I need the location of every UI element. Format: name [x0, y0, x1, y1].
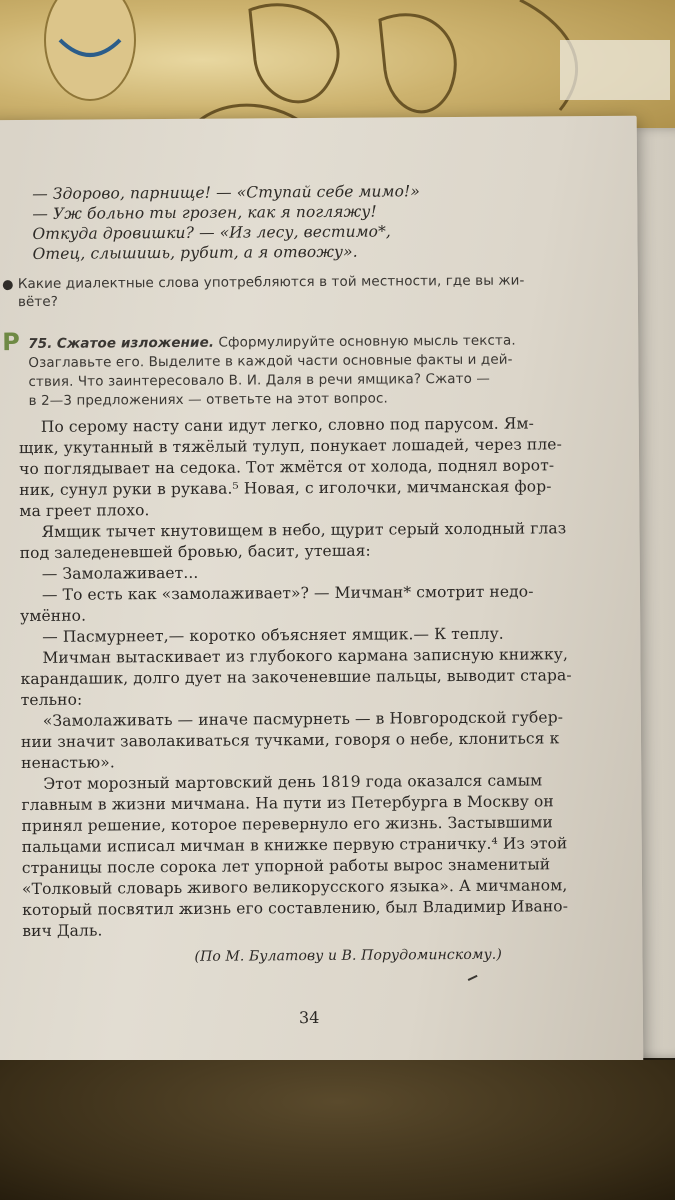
body-line: под заледеневшей бровью, басит, утешая:	[19, 541, 371, 563]
body-line: ник, сунул руки в рукава.⁵ Новая, с иголочки, мичманская фор-	[19, 477, 552, 500]
pencil-tick-icon	[468, 975, 478, 981]
task-number: 75.	[28, 335, 53, 352]
task-line: Озаглавьте его. Выделите в каждой части основные факты и дей-	[28, 351, 513, 371]
question-line: Какие диалектные слова употребляются в той местности, где вы жи-	[17, 272, 525, 293]
task-marker-r: Р	[2, 328, 20, 357]
task-line1-rest: Сформулируйте основную мысль текста.	[218, 332, 516, 351]
body-line: нии значит заволакиваться тучками, говоря о небе, клониться к	[20, 729, 560, 752]
body-line: Ямщик тычет кнутовищем в небо, щурит серый холодный глаз	[41, 519, 567, 541]
body-line: главным в жизни мичмана. На пути из Петербурга в Москву он	[21, 792, 554, 815]
body-line: который посвятил жизнь его составлению, был Владимир Ивано-	[22, 897, 569, 920]
body-line: щик, укутанный в тяжёлый тулуп, понукает лошадей, через пле-	[18, 435, 562, 458]
page-number: 34	[298, 1007, 320, 1028]
body-line: — То есть как «замолаживает»? — Мичман* смотрит недо-	[41, 582, 534, 604]
task-line: в 2—3 предложениях — ответьте на этот вопрос.	[28, 390, 388, 409]
poem-line: Отец, слышишь, рубит, а я отвожу».	[32, 242, 358, 263]
body-line: Мичман вытаскивает из глубокого кармана записную книжку,	[42, 645, 569, 667]
attribution: (По М. Булатову и В. Порудоминскому.)	[194, 946, 502, 965]
body-line: тельно:	[20, 690, 83, 710]
book-page	[0, 116, 643, 1081]
body-line: принял решение, которое перевернуло его жизнь. Застывшими	[21, 813, 553, 836]
question-line: вёте?	[17, 293, 59, 311]
task-line: ствия. Что заинтересовало В. И. Даля в речи ямщика? Сжато —	[28, 370, 491, 390]
poem-line: — Здорово, парнище! — «Ступай себе мимо!»	[32, 182, 420, 203]
body-line: карандашик, долго дует на закоченевшие пальцы, выводит стара-	[20, 666, 572, 689]
body-line: «Толковый словарь живого великорусского языка». А мичманом,	[21, 876, 568, 899]
body-line: вич Даль.	[22, 921, 103, 941]
body-line: умённо.	[20, 606, 87, 626]
body-line: ма греет плохо.	[19, 501, 150, 521]
body-line: ненастью».	[21, 753, 115, 773]
body-line: Этот морозный мартовский день 1819 года оказался самым	[43, 771, 543, 793]
body-line: «Замолаживать — иначе пасмурнеть — в Новгородской губер-	[42, 708, 564, 730]
task-title: Сжатое изложение.	[56, 334, 215, 352]
bottom-fabric-background	[0, 1060, 675, 1200]
body-line: — Замолаживает...	[41, 563, 199, 583]
poem-line: Откуда дровишки? — «Из лесу, вестимо*,	[32, 222, 391, 243]
body-line: чо поглядывает на седока. Тот жмётся от холода, поднял ворот-	[19, 456, 555, 479]
body-line: страницы после сорока лет упорной работы вырос знаменитый	[21, 855, 551, 878]
poem-line: — Уж больно ты грозен, как я погляжу!	[32, 202, 377, 223]
body-line: — Пасмурнеет,— коротко объясняет ямщик.— К теплу.	[42, 624, 504, 646]
body-line: пальцами исписал мичман в книжке первую страничку.⁴ Из этой	[21, 834, 568, 857]
bullet-icon	[3, 280, 13, 290]
body-line: По серому насту сани идут легко, словно под парусом. Ям-	[40, 414, 534, 436]
